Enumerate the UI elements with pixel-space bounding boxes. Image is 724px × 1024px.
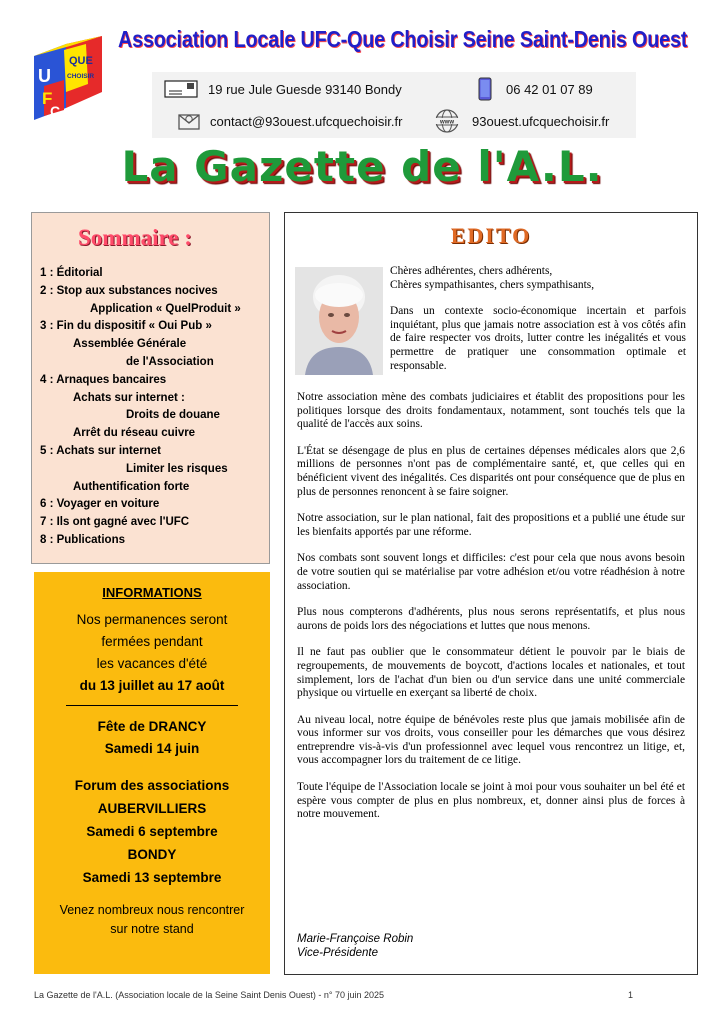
email-icon	[178, 112, 200, 130]
event-date: Samedi 13 septembre	[82, 870, 222, 885]
edito-paragraph: Au niveau local, notre équipe de bénévoles reste plus que jamais mobilisée afin de vous informer sur vos droits, vous conseiller pour les démarches que vous désirez entreprendre vis-à-vis d'un professionnel avec lequel vous rencontrez un litige, et, vous accompagner lors du traitement de ce litige.	[297, 713, 685, 767]
event-city: AUBERVILLIERS	[97, 801, 207, 816]
association-title: Association Locale UFC-Que Choisir Seine Saint-Denis Ouest	[118, 26, 688, 52]
informations-heading: INFORMATIONS	[102, 585, 202, 600]
email-line	[178, 112, 402, 130]
closing-line: sur notre stand	[110, 922, 194, 936]
closing-line: Venez nombreux nous rencontrer	[59, 903, 245, 917]
phone-line	[478, 77, 593, 101]
info-line: les vacances d'été	[96, 656, 208, 671]
edito-intro	[390, 265, 686, 386]
sommaire-item: 7 : Ils ont gagné avec l'UFC	[40, 516, 190, 529]
smartphone-icon	[478, 77, 492, 101]
address-line	[164, 80, 402, 98]
edito-box	[284, 212, 698, 975]
www-label: www	[439, 119, 455, 126]
sommaire-item: 1 : Éditorial	[40, 267, 103, 279]
edito-paragraph: Dans un contexte socio-économique incertain et parfois inquiétant, plus que jamais notre association est à vos côtés afin de faire respecter vos droits, lutter contre les inégalités et vous permettre de pratiquer une consommation optimale et responsable.	[390, 305, 686, 372]
edito-paragraph: Notre association mène des combats judiciaires et établit des propositions pour les politiques lorsque des droits fondamentaux, notamment, sont touchés tels que la qualité de l'accès aux soins.	[297, 391, 685, 431]
sommaire-list	[40, 265, 268, 550]
contact-box	[152, 72, 636, 138]
separator-line	[66, 705, 238, 706]
sommaire-item: 5 : Achats sur internet	[40, 444, 161, 457]
edito-title: EDITO	[450, 223, 532, 248]
logo-letter-c: C	[50, 103, 61, 119]
sommaire-item: 4 : Arnaques bancaires	[40, 373, 167, 386]
closure-dates: du 13 juillet au 17 août	[79, 678, 225, 693]
gazette-title: La Gazette de l'A.L.	[121, 142, 603, 191]
event-city: BONDY	[127, 847, 177, 862]
website-line	[432, 108, 609, 134]
greeting-line: Chères sympathisantes, chers sympathisants,	[390, 278, 595, 291]
info-line: Nos permanences seront	[76, 612, 228, 627]
signature	[297, 933, 413, 960]
address-text: 19 rue Jule Guesde 93140 Bondy	[208, 81, 402, 97]
info-line: fermées pendant	[101, 634, 203, 649]
globe-www-icon	[432, 108, 462, 134]
ufc-logo	[24, 30, 114, 120]
sommaire-item: Assemblée Générale	[73, 338, 187, 351]
sommaire-item: Arrêt du réseau cuivre	[73, 427, 196, 440]
sommaire-item: 3 : Fin du dispositif « Oui Pub »	[40, 320, 212, 333]
sommaire-item: Droits de douane	[126, 409, 220, 422]
event-date: Samedi 6 septembre	[86, 824, 218, 839]
website-text[interactable]: 93ouest.ufcquechoisir.fr	[472, 113, 610, 129]
logo-letter-u: U	[38, 66, 51, 86]
signature-name: Marie-Françoise Robin	[297, 933, 414, 945]
edito-paragraph: Plus nous compterons d'adhérents, plus nous serons représentatifs, et plus nous aurons de poids lors des négociations et luttes que nous menons.	[297, 606, 685, 632]
sommaire-item: Application « QuelProduit »	[90, 302, 241, 315]
event-date: Samedi 14 juin	[104, 741, 200, 756]
author-photo	[295, 267, 383, 375]
footer-text: La Gazette de l'A.L. (Association locale de la Seine Saint Denis Ouest) - n° 70 juin 2025	[34, 990, 385, 1000]
edito-paragraph: L'État se désengage de plus en plus de certaines dépenses médicales alors que 2,6 millions de personnes n'ont pas de complémentaire santé, et, que celles qui en bénéficient vivent des inégalités. Ces disparités ont pour conséquence que de plus en plus de personnes renoncent à se faire soigner.	[297, 444, 685, 498]
sommaire-item: 8 : Publications	[40, 533, 125, 546]
email-text[interactable]: contact@93ouest.ufcquechoisir.fr	[210, 113, 403, 129]
envelope-icon	[164, 80, 198, 98]
sommaire-box	[31, 212, 270, 564]
sommaire-item: 6 : Voyager en voiture	[40, 498, 160, 511]
informations-box	[34, 572, 270, 974]
edito-paragraph: Toute l'équipe de l'Association locale se joint à moi pour vous souhaiter un bel été et espère vous compter de plus en plus nombreux, et, donner ainsi plus de forces à notre mouvement.	[297, 781, 685, 821]
edito-body	[297, 391, 685, 835]
edito-paragraph: Nos combats sont souvent longs et difficiles: c'est pour cela que nous avons besoin de votre soutien qui se matérialise par votre adhésion et/ou votre réadhésion à notre association.	[297, 552, 685, 592]
logo-choisir: CHOISIR	[67, 73, 95, 80]
sommaire-item: 2 : Stop aux substances nocives	[40, 284, 218, 297]
sommaire-item: Limiter les risques	[126, 462, 228, 475]
signature-role: Vice-Présidente	[297, 946, 378, 959]
sommaire-item: Authentification forte	[73, 480, 190, 493]
sommaire-title: Sommaire :	[78, 225, 192, 250]
logo-que: QUE	[69, 55, 93, 67]
page-number: 1	[628, 990, 634, 1000]
logo-letter-f: F	[42, 89, 53, 108]
phone-text: 06 42 01 07 89	[506, 81, 593, 97]
event-title: Fête de DRANCY	[97, 719, 207, 734]
sommaire-item: de l'Association	[126, 355, 214, 368]
edito-paragraph: Notre association, sur le plan national, fait des propositions et a publié une étude sur les bienfaits apportés par une réforme.	[297, 512, 685, 538]
event-title: Forum des associations	[74, 778, 230, 793]
greeting-line: Chères adhérentes, chers adhérents,	[390, 265, 553, 277]
sommaire-item: Achats sur internet :	[73, 391, 185, 404]
edito-paragraph: Il ne faut pas oublier que le consommateur détient le pouvoir par le biais de regroupements, de mouvements de boycott, d'actions locales et nationales, et tout simplement, lors de l'achat d'un bien ou d'un service dans une unité commerciale physique ou virtuelle en exerçant sa liberté de choix.	[297, 646, 685, 700]
